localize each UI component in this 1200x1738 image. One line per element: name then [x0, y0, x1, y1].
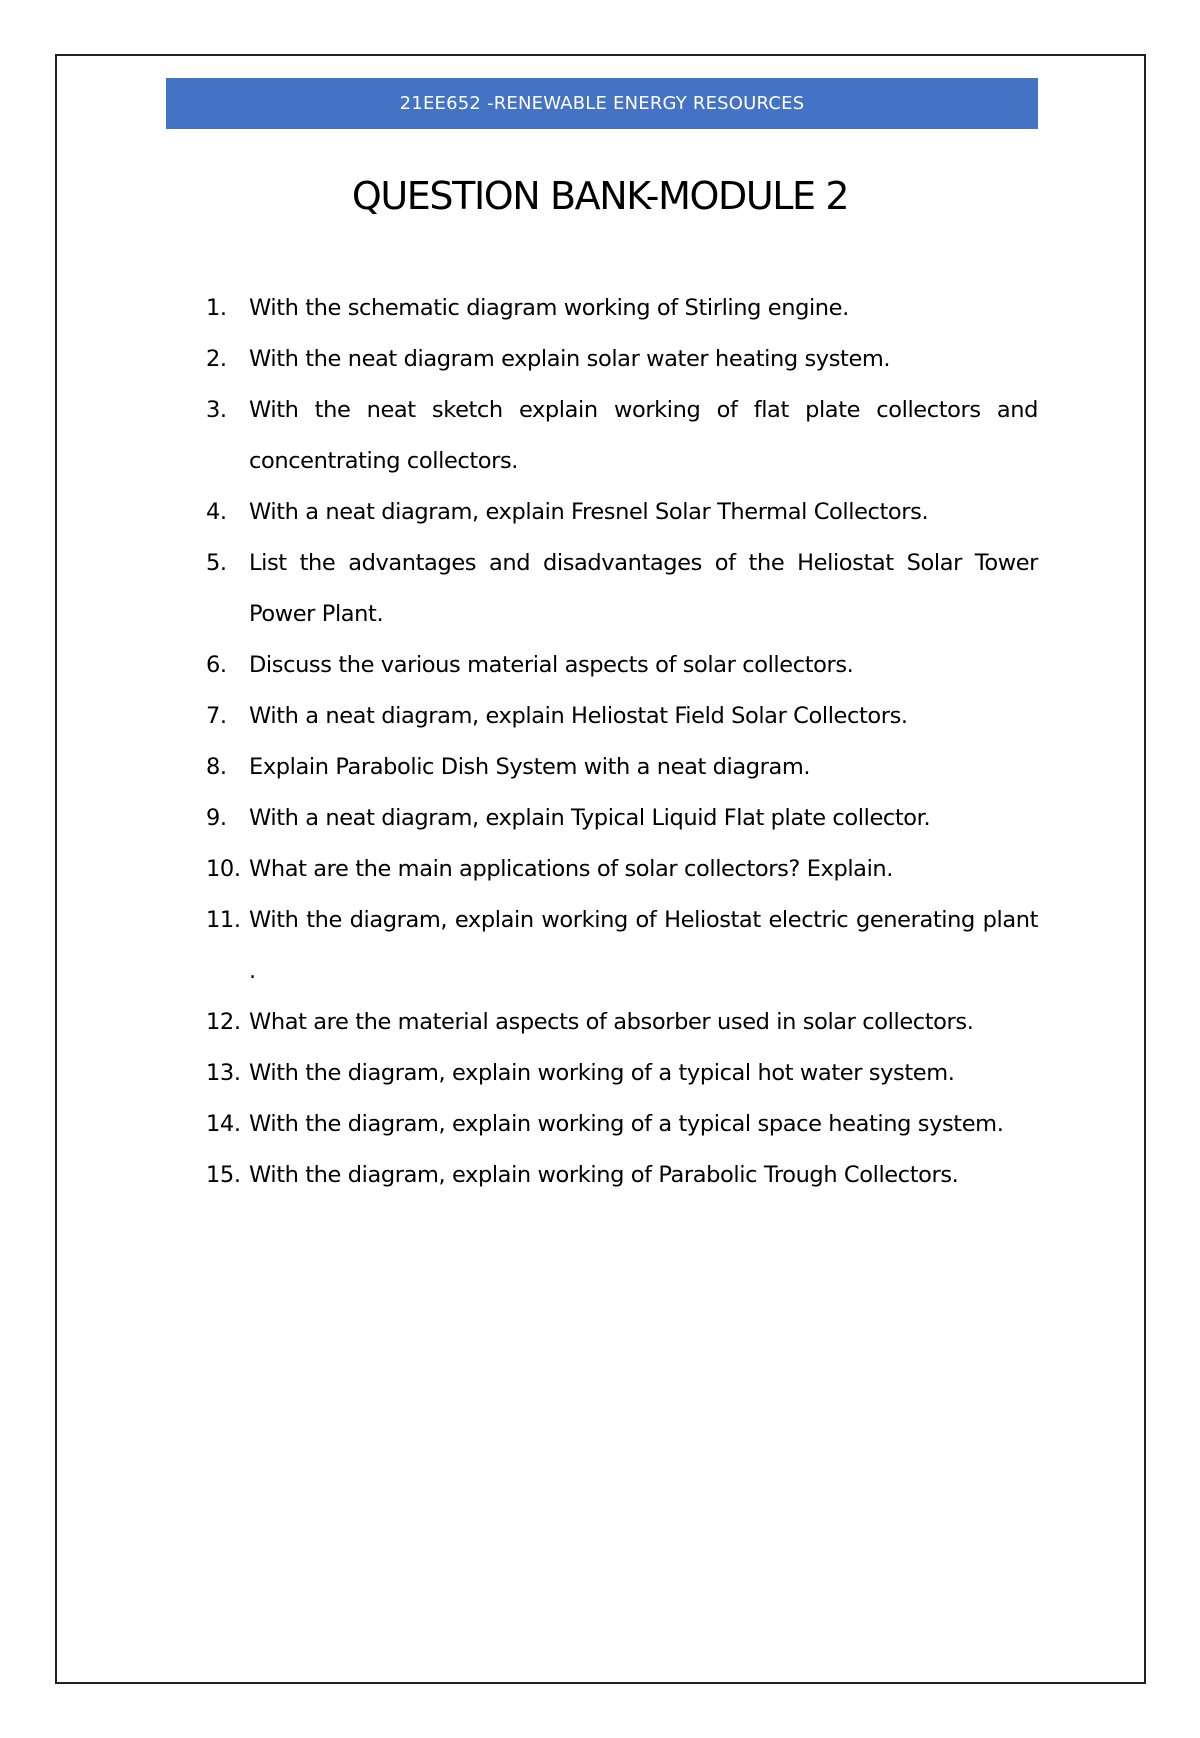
question-text: With a neat diagram, explain Fresnel Solar Thermal Collectors.: [249, 499, 929, 525]
question-text: What are the material aspects of absorber used in solar collectors.: [249, 1009, 974, 1035]
question-number: 6.: [206, 652, 227, 678]
question-number: 2.: [206, 346, 227, 372]
question-number: 13.: [206, 1060, 241, 1086]
question-text: With the schematic diagram working of Stirling engine.: [249, 295, 849, 321]
question-item: [206, 1099, 1038, 1150]
header-banner: [166, 78, 1038, 129]
question-text: Discuss the various material aspects of solar collectors.: [249, 652, 854, 678]
question-item: [206, 385, 1038, 487]
question-item: [206, 283, 1038, 334]
question-text: With the neat diagram explain solar water heating system.: [249, 346, 891, 372]
course-code-header: 21EE652 -RENEWABLE ENERGY RESOURCES: [399, 93, 805, 114]
question-item: [206, 487, 1038, 538]
question-number: 8.: [206, 754, 227, 780]
question-item: [206, 1048, 1038, 1099]
question-text: With the diagram, explain working of a typical space heating system.: [249, 1111, 1004, 1137]
question-number: 10.: [206, 856, 241, 882]
question-list: [206, 283, 1038, 1201]
question-text: With the diagram, explain working of Heliostat electric generating plant .: [249, 907, 1038, 984]
question-number: 5.: [206, 550, 227, 576]
page-title: QUESTION BANK-MODULE 2: [351, 174, 849, 218]
question-item: [206, 691, 1038, 742]
question-number: 9.: [206, 805, 227, 831]
question-item: [206, 1150, 1038, 1201]
question-text: With the diagram, explain working of Parabolic Trough Collectors.: [249, 1162, 959, 1188]
question-text: With the diagram, explain working of a typical hot water system.: [249, 1060, 955, 1086]
question-item: [206, 997, 1038, 1048]
question-item: [206, 640, 1038, 691]
question-item: [206, 844, 1038, 895]
question-item: [206, 334, 1038, 385]
question-text: With a neat diagram, explain Heliostat Field Solar Collectors.: [249, 703, 908, 729]
question-text: What are the main applications of solar collectors? Explain.: [249, 856, 894, 882]
question-number: 12.: [206, 1009, 241, 1035]
question-text: List the advantages and disadvantages of the Heliostat Solar Tower Power Plant.: [249, 550, 1038, 627]
question-number: 4.: [206, 499, 227, 525]
question-text: Explain Parabolic Dish System with a neat diagram.: [249, 754, 811, 780]
question-item: [206, 895, 1038, 997]
question-item: [206, 793, 1038, 844]
question-item: [206, 538, 1038, 640]
question-number: 1.: [206, 295, 227, 321]
question-number: 3.: [206, 397, 227, 423]
question-text: With the neat sketch explain working of flat plate collectors and concentrating collectors.: [249, 397, 1038, 474]
question-number: 11.: [206, 907, 241, 933]
question-item: [206, 742, 1038, 793]
question-number: 15.: [206, 1162, 241, 1188]
question-number: 14.: [206, 1111, 241, 1137]
question-number: 7.: [206, 703, 227, 729]
question-text: With a neat diagram, explain Typical Liquid Flat plate collector.: [249, 805, 931, 831]
